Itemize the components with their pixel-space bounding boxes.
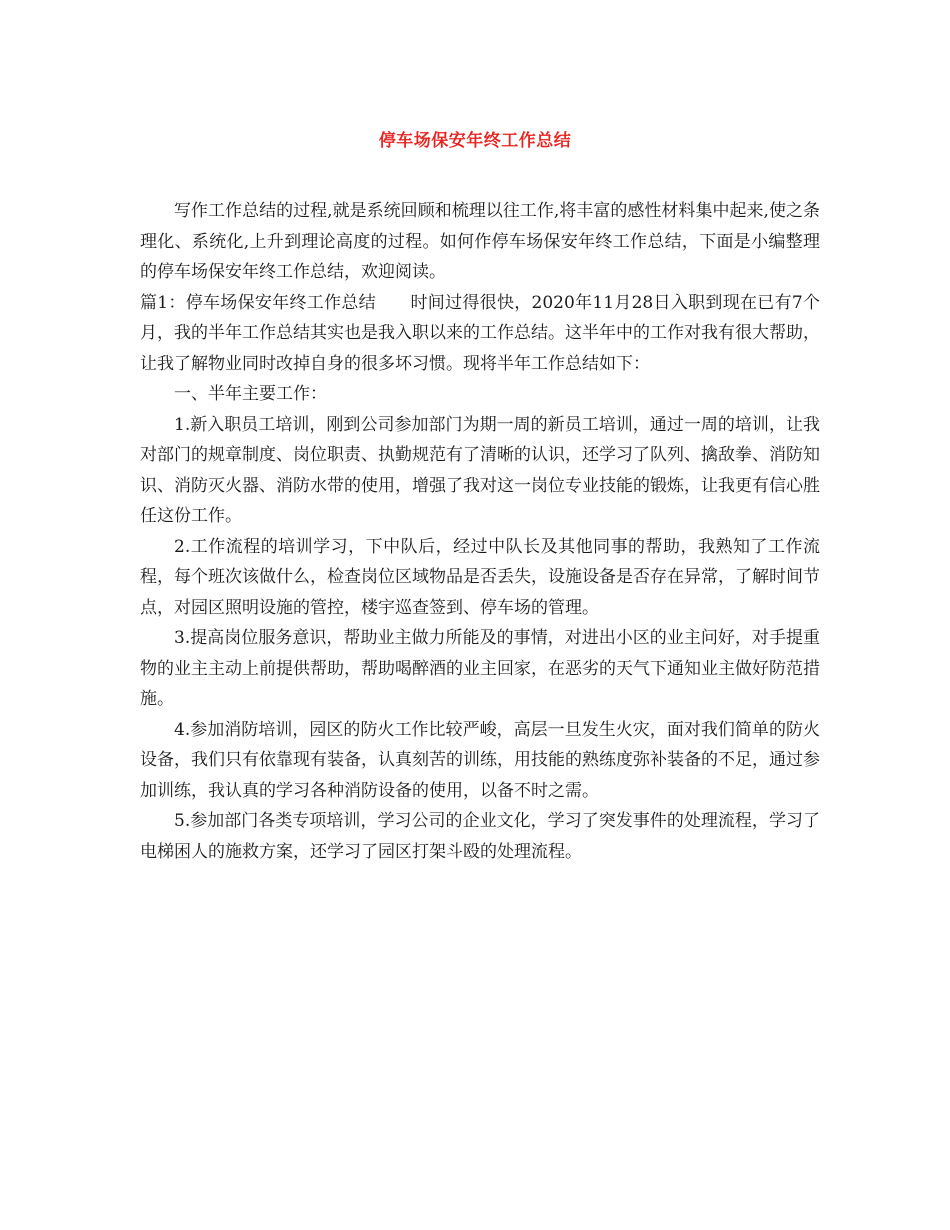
document-title: 停车场保安年终工作总结 bbox=[378, 131, 572, 151]
work-item-5: 5.参加部门各类专项培训，学习公司的企业文化，学习了突发事件的处理流程，学习了电梯困人的施救方案，还学习了园区打架斗殴的处理流程。 bbox=[140, 811, 820, 862]
section-header-paragraph: 篇1：停车场保安年终工作总结 时间过得很快，2020年11月28日入职到现在已有7个月，我的半年工作总结其实也是我入职以来的工作总结。这半年中的工作对我有很大帮助，让我了解物业同时改掉自身的很多坏习惯。现将半年工作总结如下： bbox=[140, 292, 820, 374]
work-item-3: 3.提高岗位服务意识，帮助业主做力所能及的事情，对进出小区的业主问好，对手提重物的业主主动上前提供帮助，帮助喝醉酒的业主回家，在恶劣的天气下通知业主做好防范措施。 bbox=[140, 628, 820, 709]
intro-paragraph: 写作工作总结的过程,就是系统回顾和梳理以往工作,将丰富的感性材料集中起来,使之条理化、系统化,上升到理论高度的过程。如何作停车场保安年终工作总结，下面是小编整理的停车场保安年终工作总结，欢迎阅读。 bbox=[140, 201, 820, 282]
main-work-heading: 一、半年主要工作： bbox=[174, 384, 327, 404]
work-item-1: 1.新入职员工培训，刚到公司参加部门为期一周的新员工培训，通过一周的培训，让我对部门的规章制度、岗位职责、执勤规范有了清晰的认识，还学习了队列、擒敌拳、消防知识、消防灭火器、消防水带的使用，增强了我对这一岗位专业技能的锻炼，让我更有信心胜任这份工作。 bbox=[140, 414, 820, 526]
work-item-2: 2.工作流程的培训学习，下中队后，经过中队长及其他同事的帮助，我熟知了工作流程，每个班次该做什么，检查岗位区域物品是否丢失，设施设备是否存在异常，了解时间节点，对园区照明设施的管控，楼宇巡查签到、停车场的管理。 bbox=[140, 536, 820, 618]
document-body bbox=[140, 196, 820, 867]
work-item-4: 4.参加消防培训，园区的防火工作比较严峻，高层一旦发生火灾，面对我们简单的防火设备，我们只有依靠现有装备，认真刻苦的训练，用技能的熟练度弥补装备的不足，通过参加训练，我认真的学习各种消防设备的使用，以备不时之需。 bbox=[140, 719, 820, 801]
